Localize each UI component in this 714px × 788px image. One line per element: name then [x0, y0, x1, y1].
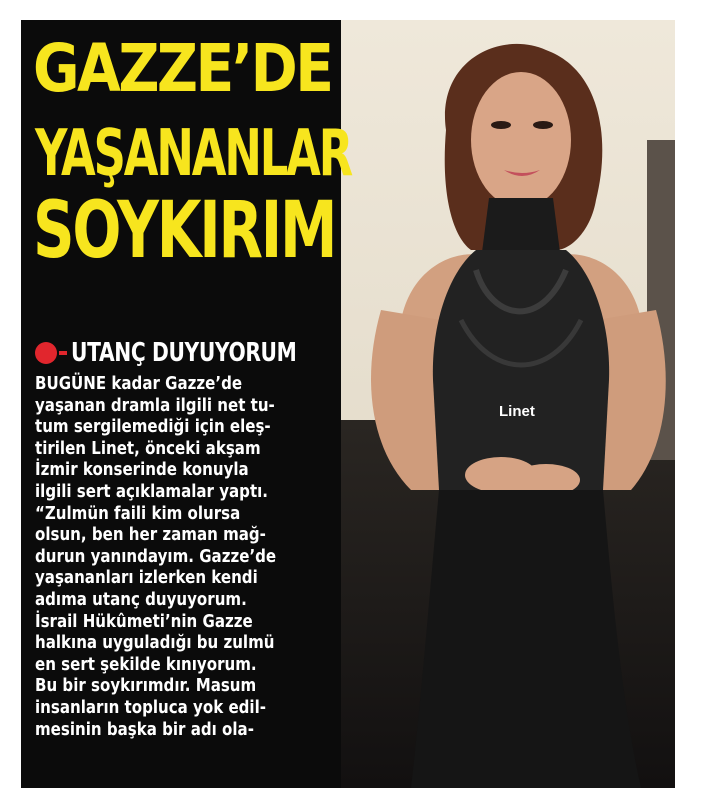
body-line: İsrail Hükûmeti’nin Gazze [35, 611, 253, 632]
body-line: adıma utanç duyuyorum. [35, 589, 247, 610]
body-line: BUGÜNE kadar Gazze’de [35, 374, 243, 394]
body-line: tirilen Linet, önceki akşam [35, 438, 261, 459]
body-line: ilgili sert açıklamalar yaptı. [35, 481, 269, 502]
headline-line-2: YAŞANANLAR [35, 117, 352, 191]
headline-line-3: SOYKIRIM [33, 186, 336, 276]
body-line: İzmir konserinde konuyla [35, 460, 249, 481]
body-line: olsun, ben her zaman mağ- [35, 525, 266, 546]
red-dash-icon [59, 351, 67, 355]
body-line: tum sergilemediği için eleş- [35, 417, 271, 438]
news-clipping [21, 20, 675, 788]
subheading [35, 338, 360, 368]
red-bullet-icon [35, 342, 57, 364]
body-line: insanların topluca yok edil- [35, 697, 266, 718]
body-line: yaşananları izlerken kendi [35, 568, 258, 589]
body-line: durun yanındayım. Gazze’de [35, 546, 277, 567]
article-body [35, 374, 395, 741]
body-line: “Zulmün faili kim olursa [35, 503, 241, 524]
body-line: en sert şekilde kınıyorum. [35, 654, 257, 675]
body-line: halkına uyguladığı bu zulmü [35, 633, 275, 654]
headline [21, 30, 401, 276]
photo-caption: Linet [499, 403, 535, 420]
body-line: mesinin başka bir adı ola- [35, 719, 254, 740]
subheading-text: UTANÇ DUYUYORUM [71, 338, 297, 368]
body-line: yaşanan dramla ilgili net tu- [35, 395, 275, 416]
body-line: Bu bir soykırımdır. Masum [35, 676, 257, 697]
headline-line-1: GAZZE’DE [33, 30, 332, 107]
